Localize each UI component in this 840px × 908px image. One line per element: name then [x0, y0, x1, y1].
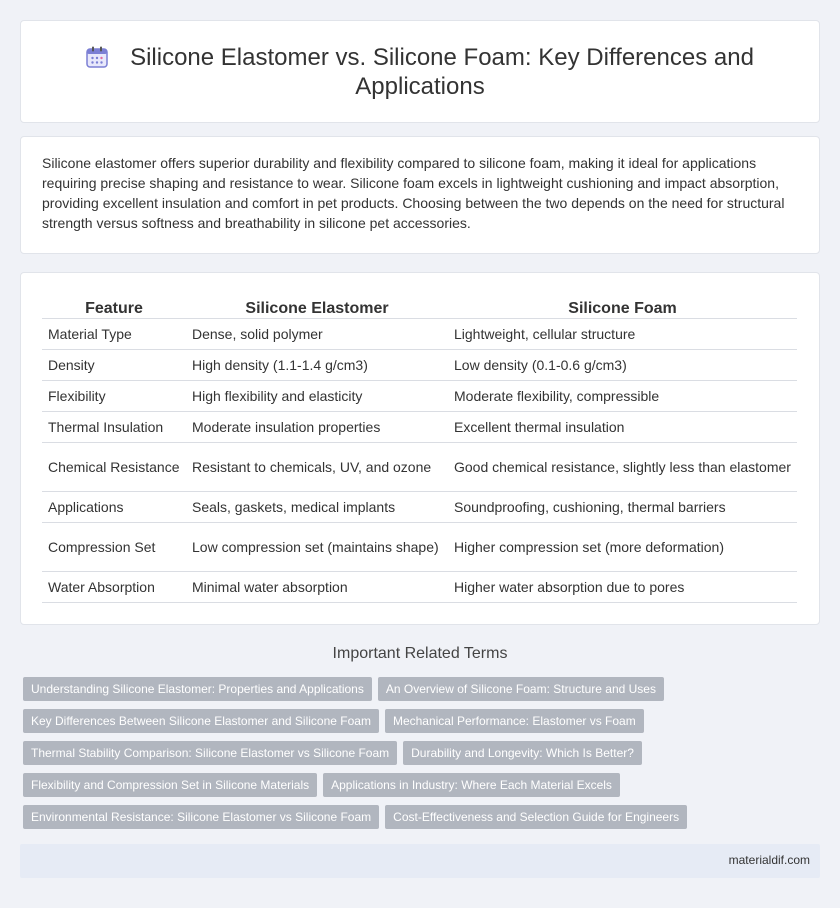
cell-elastomer: Moderate insulation properties: [186, 412, 448, 443]
header-foam: Silicone Foam: [448, 294, 797, 319]
related-terms-list: [23, 677, 813, 837]
table-row: [42, 492, 797, 523]
cell-elastomer: Low compression set (maintains shape): [186, 523, 448, 572]
cell-foam: Lightweight, cellular structure: [448, 319, 797, 350]
header-card: [20, 20, 820, 123]
comparison-table-card: [20, 272, 820, 625]
cell-elastomer: High density (1.1-1.4 g/cm3): [186, 350, 448, 381]
cell-foam: Soundproofing, cushioning, thermal barriers: [448, 492, 797, 523]
header-feature: Feature: [42, 294, 186, 319]
cell-feature: Density: [42, 350, 186, 381]
table-row: [42, 572, 797, 603]
related-term-tag[interactable]: An Overview of Silicone Foam: Structure and Uses: [378, 677, 664, 701]
related-terms-title: Important Related Terms: [332, 645, 508, 662]
related-term-tag[interactable]: Applications in Industry: Where Each Material Excels: [323, 773, 620, 797]
table-row: [42, 443, 797, 492]
cell-elastomer: Minimal water absorption: [186, 572, 448, 603]
related-term-tag[interactable]: Environmental Resistance: Silicone Elastomer vs Silicone Foam: [23, 805, 379, 829]
page-title-text: Silicone Elastomer vs. Silicone Foam: Key Differences and Applications: [130, 44, 754, 100]
site-link[interactable]: materialdif.com: [728, 853, 810, 867]
intro-card: [20, 136, 820, 254]
table-row: [42, 350, 797, 381]
related-term-tag[interactable]: Mechanical Performance: Elastomer vs Foam: [385, 709, 644, 733]
cell-foam: Good chemical resistance, slightly less than elastomer: [448, 443, 797, 492]
footer-bar: [20, 844, 820, 878]
cell-foam: Excellent thermal insulation: [448, 412, 797, 443]
cell-feature: Compression Set: [42, 523, 186, 572]
page-title: [21, 43, 819, 101]
cell-foam: Higher water absorption due to pores: [448, 572, 797, 603]
cell-elastomer: Seals, gaskets, medical implants: [186, 492, 448, 523]
table-row: [42, 319, 797, 350]
cell-feature: Applications: [42, 492, 186, 523]
cell-foam: Higher compression set (more deformation): [448, 523, 797, 572]
related-term-tag[interactable]: Durability and Longevity: Which Is Better?: [403, 741, 642, 765]
related-term-tag[interactable]: Flexibility and Compression Set in Silicone Materials: [23, 773, 317, 797]
intro-paragraph: Silicone elastomer offers superior durability and flexibility compared to silicone foam, making it ideal for applications requiring precise shaping and resistance to wear. Silicone foam excels in lightweight cushioning and impact absorption, providing excellent insulation and comfort in pet products. Choosing between the two depends on the need for structural strength versus softness and breathability in silicone pet accessories.: [42, 155, 785, 231]
cell-elastomer: Resistant to chemicals, UV, and ozone: [186, 443, 448, 492]
related-term-tag[interactable]: Understanding Silicone Elastomer: Properties and Applications: [23, 677, 372, 701]
calendar-icon: [86, 46, 108, 68]
related-term-tag[interactable]: Thermal Stability Comparison: Silicone Elastomer vs Silicone Foam: [23, 741, 397, 765]
cell-elastomer: Dense, solid polymer: [186, 319, 448, 350]
cell-feature: Water Absorption: [42, 572, 186, 603]
cell-elastomer: High flexibility and elasticity: [186, 381, 448, 412]
cell-feature: Chemical Resistance: [42, 443, 186, 492]
header-elastomer: Silicone Elastomer: [186, 294, 448, 319]
cell-foam: Moderate flexibility, compressible: [448, 381, 797, 412]
related-term-tag[interactable]: Cost-Effectiveness and Selection Guide for Engineers: [385, 805, 687, 829]
cell-foam: Low density (0.1-0.6 g/cm3): [448, 350, 797, 381]
cell-feature: Thermal Insulation: [42, 412, 186, 443]
cell-feature: Material Type: [42, 319, 186, 350]
cell-feature: Flexibility: [42, 381, 186, 412]
table-row: [42, 412, 797, 443]
comparison-table: [42, 294, 797, 603]
table-header-row: [42, 294, 797, 319]
table-row: [42, 523, 797, 572]
related-term-tag[interactable]: Key Differences Between Silicone Elastomer and Silicone Foam: [23, 709, 379, 733]
table-row: [42, 381, 797, 412]
